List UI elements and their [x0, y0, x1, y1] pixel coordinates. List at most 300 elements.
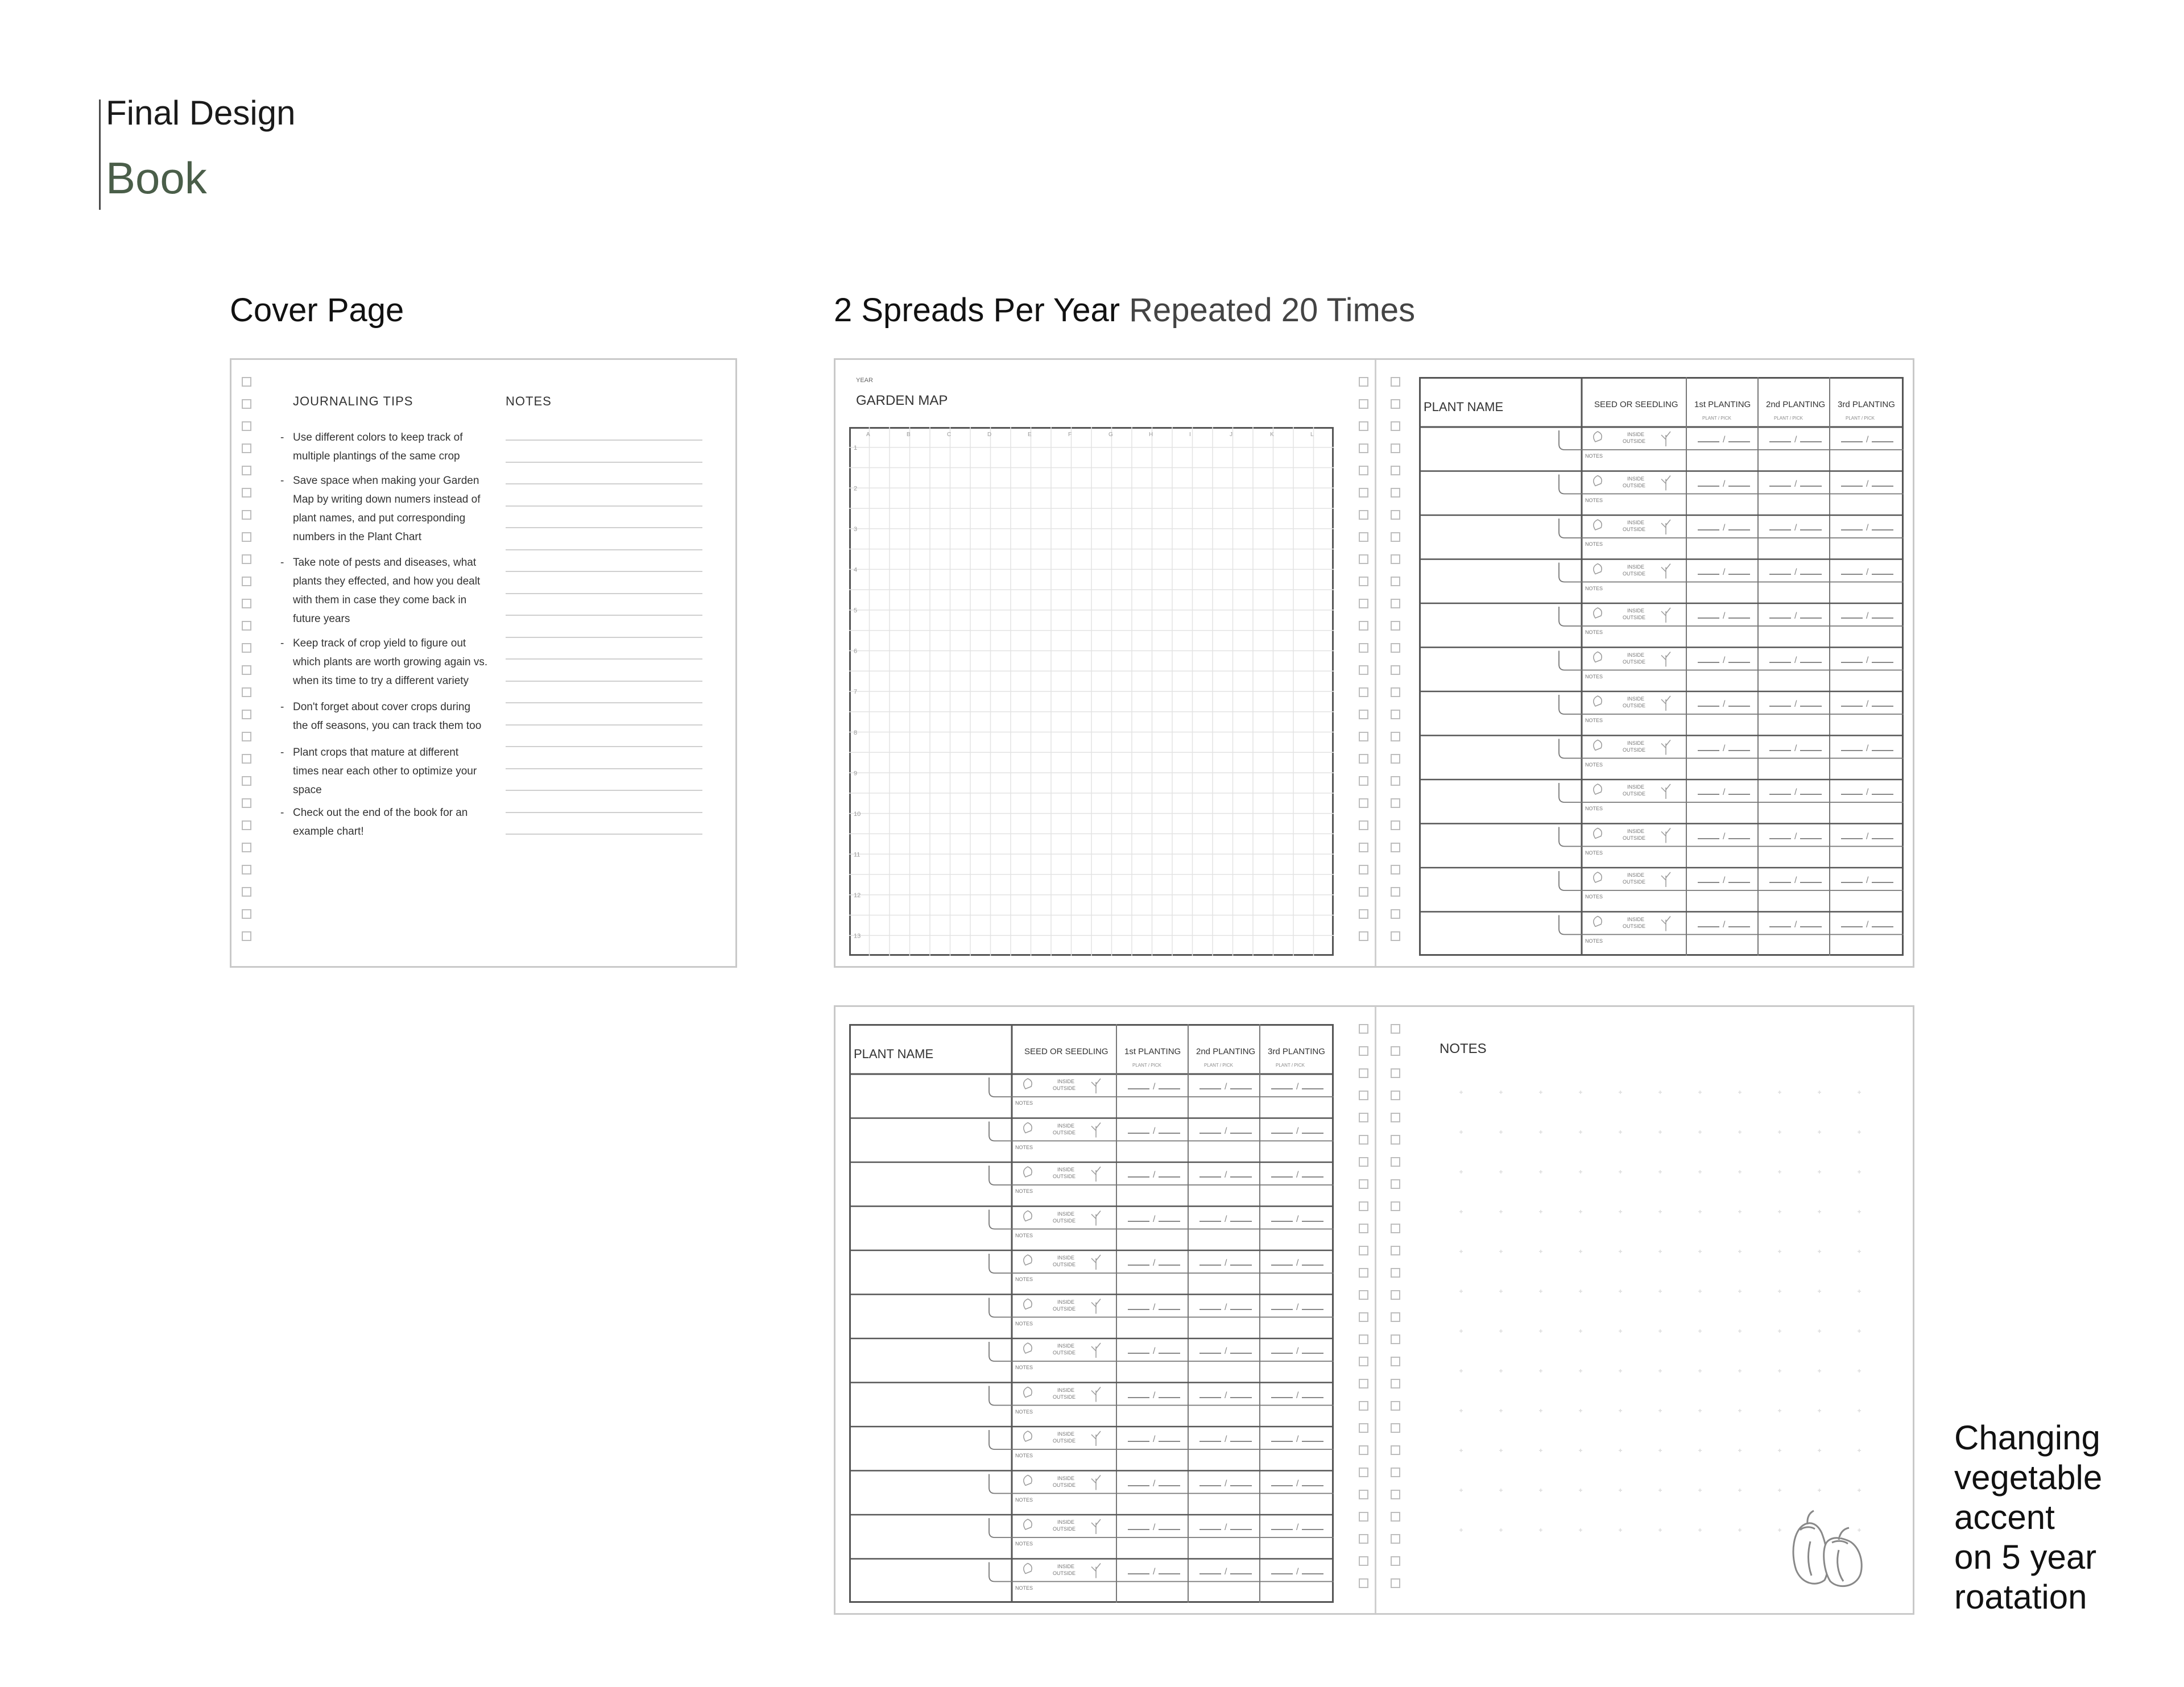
note-line — [506, 527, 702, 528]
planting-date-field[interactable]: / — [1838, 787, 1897, 798]
binding-ring — [1359, 1179, 1368, 1189]
binding-ring — [1359, 1201, 1368, 1211]
row-notes-label: NOTES — [1015, 1232, 1033, 1238]
binding-ring — [242, 776, 251, 786]
binding-ring — [1359, 1556, 1368, 1566]
binding-ring — [1359, 1423, 1368, 1433]
binding-ring — [1359, 1068, 1368, 1078]
planting-date-field[interactable]: / — [1124, 1303, 1184, 1313]
planting-date-field[interactable]: / — [1268, 1170, 1327, 1180]
header-subtitle: Book — [106, 153, 207, 203]
inside-label: INSIDE — [1057, 1563, 1075, 1569]
note-line — [506, 702, 702, 703]
planting-date-field[interactable]: / — [1268, 1303, 1327, 1313]
binding-ring — [1359, 1578, 1368, 1588]
binding-ring — [1391, 443, 1400, 453]
row-notes-label: NOTES — [1585, 849, 1603, 856]
binding-ring — [1359, 1379, 1368, 1388]
planting-date-field[interactable]: / — [1694, 479, 1753, 490]
row-notes-label: NOTES — [1015, 1320, 1033, 1327]
planting-date-field[interactable]: / — [1196, 1391, 1255, 1401]
outside-label: OUTSIDE — [1623, 570, 1646, 577]
planting-date-field[interactable]: / — [1124, 1215, 1184, 1225]
inside-label: INSIDE — [1627, 740, 1645, 746]
plant-pick-label: PLANT / PICK — [1774, 416, 1803, 421]
planting-date-field[interactable]: / — [1196, 1346, 1255, 1357]
inside-label: INSIDE — [1627, 608, 1645, 614]
map-col-label: H — [1149, 432, 1153, 438]
planting-date-field[interactable]: / — [1196, 1303, 1255, 1313]
outside-label: OUTSIDE — [1053, 1350, 1076, 1356]
tip-line: times near each other to optimize your — [293, 765, 477, 777]
spread-1 — [834, 358, 1914, 968]
binding-ring — [1391, 1490, 1400, 1499]
rotation-caption — [1954, 1418, 2119, 1617]
plant-pick-label: PLANT / PICK — [1846, 416, 1875, 421]
binding-ring — [242, 887, 251, 897]
planting-date-field[interactable]: / — [1766, 567, 1825, 578]
planting-date-field[interactable]: / — [1766, 479, 1825, 490]
planting-date-field[interactable]: / — [1268, 1215, 1327, 1225]
tips-heading: JOURNALING TIPS — [293, 394, 413, 408]
tip-line: example chart! — [293, 826, 364, 838]
planting-date-field[interactable]: / — [1694, 744, 1753, 754]
outside-label: OUTSIDE — [1053, 1394, 1076, 1400]
note-line — [506, 790, 702, 791]
row-notes-label: NOTES — [1585, 894, 1603, 900]
planting-date-field[interactable]: / — [1766, 832, 1825, 842]
map-col-label: G — [1108, 432, 1113, 438]
planting-date-field[interactable]: / — [1124, 1126, 1184, 1137]
row-notes-label: NOTES — [1015, 1541, 1033, 1547]
binding-ring — [1359, 1312, 1368, 1322]
outside-label: OUTSIDE — [1623, 835, 1646, 841]
binding-ring — [1391, 1268, 1400, 1278]
section-spreads-bold: 2 Spreads Per Year — [834, 292, 1120, 329]
planting-date-field[interactable]: / — [1124, 1479, 1184, 1489]
planting-date-field[interactable]: / — [1838, 744, 1897, 754]
binding-ring — [1391, 1445, 1400, 1455]
planting-date-field[interactable]: / — [1694, 787, 1753, 798]
planting-date-field[interactable]: / — [1838, 567, 1897, 578]
caption-line: roatation — [1954, 1578, 2087, 1616]
plant-pick-label: PLANT / PICK — [1204, 1063, 1233, 1068]
binding-ring — [1391, 754, 1400, 764]
binding-ring — [1391, 687, 1400, 697]
binding-ring — [1391, 665, 1400, 675]
tip-line: when its time to try a different variety — [293, 675, 469, 687]
binding-ring — [1391, 643, 1400, 653]
outside-label: OUTSIDE — [1623, 879, 1646, 885]
planting-date-field[interactable]: / — [1838, 523, 1897, 533]
binding-ring — [1391, 510, 1400, 520]
garden-map-title: GARDEN MAP — [856, 393, 948, 408]
planting-date-field[interactable]: / — [1268, 1479, 1327, 1489]
plant-name-header: PLANT NAME — [1424, 400, 1504, 414]
binding-ring — [1391, 621, 1400, 631]
planting-date-field[interactable]: / — [1694, 832, 1753, 842]
map-col-label: D — [987, 432, 992, 438]
binding-ring — [1391, 931, 1400, 941]
inside-label: INSIDE — [1627, 784, 1645, 790]
tip-bullet: - — [280, 747, 284, 758]
planting-date-field[interactable]: / — [1196, 1126, 1255, 1137]
binding-ring — [1359, 399, 1368, 409]
inside-label: INSIDE — [1627, 696, 1645, 702]
binding-ring — [1359, 1490, 1368, 1499]
tip-line: with them in case they come back in — [293, 594, 467, 606]
binding-ring — [1359, 1468, 1368, 1477]
note-line — [506, 681, 702, 682]
seed-or-seedling-header: SEED OR SEEDLING — [1594, 400, 1678, 409]
binding-ring — [1359, 1224, 1368, 1233]
planting-date-field[interactable]: / — [1196, 1215, 1255, 1225]
outside-label: OUTSIDE — [1053, 1174, 1076, 1179]
outside-label: OUTSIDE — [1053, 1438, 1076, 1444]
binding-ring — [1391, 554, 1400, 564]
planting-date-field[interactable]: / — [1196, 1258, 1255, 1269]
planting-date-field[interactable]: / — [1694, 656, 1753, 666]
binding-ring — [1359, 820, 1368, 830]
planting-date-field[interactable]: / — [1196, 1523, 1255, 1533]
binding-ring — [242, 599, 251, 608]
map-row-label: 13 — [854, 932, 861, 940]
plant-pick-label: PLANT / PICK — [1702, 416, 1731, 421]
binding-ring — [1391, 1091, 1400, 1100]
outside-label: OUTSIDE — [1053, 1262, 1076, 1267]
inside-label: INSIDE — [1057, 1167, 1075, 1172]
planting-date-field[interactable]: / — [1124, 1435, 1184, 1445]
row-notes-label: NOTES — [1015, 1188, 1033, 1194]
map-row-label: 12 — [854, 892, 861, 899]
planting-date-field[interactable]: / — [1124, 1523, 1184, 1533]
outside-label: OUTSIDE — [1053, 1305, 1076, 1312]
tip-item — [280, 634, 503, 690]
map-col-label: L — [1310, 432, 1314, 438]
binding-ring — [1391, 599, 1400, 608]
binding-ring — [1391, 1179, 1400, 1189]
binding-ring — [1391, 377, 1400, 387]
binding-ring — [242, 843, 251, 852]
row-notes-label: NOTES — [1015, 1144, 1033, 1150]
binding-ring — [1391, 1468, 1400, 1477]
planting-date-field[interactable]: / — [1766, 656, 1825, 666]
planting-date-field[interactable]: / — [1268, 1391, 1327, 1401]
planting-date-field[interactable]: / — [1766, 611, 1825, 621]
inside-label: INSIDE — [1057, 1519, 1075, 1525]
binding-ring — [1391, 865, 1400, 874]
tip-line: Use different colors to keep track of — [293, 432, 463, 443]
binding-rings-left — [1359, 377, 1370, 954]
row-notes-label: NOTES — [1015, 1100, 1033, 1106]
planting-date-field[interactable]: / — [1838, 435, 1897, 445]
binding-ring — [1359, 466, 1368, 475]
map-col-label: I — [1189, 432, 1191, 438]
outside-label: OUTSIDE — [1623, 658, 1646, 665]
binding-ring — [1391, 1423, 1400, 1433]
planting-date-field[interactable]: / — [1268, 1346, 1327, 1357]
planting-date-field[interactable]: / — [1124, 1346, 1184, 1357]
pepper-icon — [1782, 1507, 1867, 1593]
planting-date-field[interactable]: / — [1766, 876, 1825, 886]
tip-line: Keep track of crop yield to figure out — [293, 637, 466, 649]
binding-ring — [1391, 421, 1400, 431]
inside-label: INSIDE — [1057, 1387, 1075, 1393]
binding-ring — [1359, 1024, 1368, 1034]
planting-date-field[interactable]: / — [1694, 876, 1753, 886]
map-row-label: 9 — [854, 770, 858, 777]
planting-date-field[interactable]: / — [1766, 920, 1825, 930]
planting-date-field[interactable]: / — [1268, 1435, 1327, 1445]
binding-ring — [242, 621, 251, 631]
plant-chart-lines — [849, 1024, 1334, 1603]
caption-line: Changing — [1954, 1419, 2100, 1457]
binding-rings-left — [1359, 1024, 1370, 1601]
binding-ring — [242, 399, 251, 409]
tip-line: the off seasons, you can track them too — [293, 720, 482, 732]
inside-label: INSIDE — [1057, 1255, 1075, 1261]
planting-date-field[interactable]: / — [1196, 1082, 1255, 1092]
planting-date-field[interactable]: / — [1694, 699, 1753, 710]
planting-date-field[interactable]: / — [1766, 523, 1825, 533]
note-line — [506, 440, 702, 441]
map-row-label: 1 — [854, 445, 858, 451]
inside-label: INSIDE — [1627, 828, 1645, 834]
binding-ring — [1391, 488, 1400, 498]
binding-ring — [1359, 1135, 1368, 1145]
planting-header: 3rd PLANTING — [1268, 1047, 1325, 1056]
binding-ring — [1359, 1046, 1368, 1056]
map-row-label: 2 — [854, 485, 858, 492]
binding-ring — [242, 421, 251, 431]
planting-date-field[interactable]: / — [1838, 832, 1897, 842]
planting-date-field[interactable]: / — [1268, 1523, 1327, 1533]
planting-date-field[interactable]: / — [1838, 611, 1897, 621]
tip-line: Take note of pests and diseases, what — [293, 557, 477, 569]
planting-date-field[interactable]: / — [1838, 479, 1897, 490]
row-notes-label: NOTES — [1585, 497, 1603, 503]
map-col-label: C — [947, 432, 952, 438]
row-notes-label: NOTES — [1585, 585, 1603, 591]
planting-date-field[interactable]: / — [1838, 876, 1897, 886]
planting-date-field[interactable]: / — [1838, 656, 1897, 666]
binding-ring — [242, 377, 251, 387]
note-line — [506, 658, 702, 660]
plant-chart-2 — [849, 1024, 1334, 1603]
inside-label: INSIDE — [1627, 563, 1645, 570]
tip-line: Don't forget about cover crops during — [293, 701, 471, 713]
spread-2 — [834, 1005, 1914, 1615]
note-line — [506, 724, 702, 726]
binding-rings — [242, 377, 253, 954]
tip-line: numbers in the Plant Chart — [293, 531, 422, 543]
tip-bullet: - — [280, 557, 284, 569]
tip-line: Plant crops that mature at different — [293, 747, 459, 758]
binding-ring — [1359, 377, 1368, 387]
planting-date-field[interactable]: / — [1268, 1258, 1327, 1269]
note-line — [506, 593, 702, 594]
notes-page-title: NOTES — [1440, 1041, 1487, 1056]
tip-line: Map by writing down numers instead of — [293, 494, 481, 505]
binding-ring — [1359, 1157, 1368, 1167]
binding-ring — [1391, 710, 1400, 719]
caption-line: accent — [1954, 1498, 2055, 1536]
tip-bullet: - — [280, 701, 284, 713]
seed-or-seedling-header: SEED OR SEEDLING — [1024, 1047, 1108, 1056]
binding-ring — [242, 665, 251, 675]
note-line — [506, 571, 702, 572]
planting-date-field[interactable]: / — [1196, 1567, 1255, 1577]
outside-label: OUTSIDE — [1623, 482, 1646, 488]
binding-ring — [1391, 1578, 1400, 1588]
inside-label: INSIDE — [1057, 1079, 1075, 1084]
tip-line: multiple plantings of the same crop — [293, 450, 460, 462]
plant-name-header: PLANT NAME — [854, 1047, 934, 1061]
planting-date-field[interactable]: / — [1694, 920, 1753, 930]
binding-ring — [242, 732, 251, 741]
binding-ring — [242, 909, 251, 919]
binding-ring — [1359, 798, 1368, 808]
binding-ring — [1391, 776, 1400, 786]
header-title: Final Design — [106, 94, 296, 132]
binding-ring — [1391, 1024, 1400, 1034]
binding-ring — [1359, 577, 1368, 586]
binding-ring — [1391, 1401, 1400, 1411]
binding-ring — [1391, 1334, 1400, 1344]
note-line — [506, 505, 702, 507]
planting-header: 1st PLANTING — [1694, 400, 1751, 409]
planting-date-field[interactable]: / — [1196, 1170, 1255, 1180]
plant-pick-label: PLANT / PICK — [1276, 1063, 1305, 1068]
garden-map-grid — [849, 427, 1334, 956]
binding-ring — [1391, 1135, 1400, 1145]
binding-ring — [1359, 621, 1368, 631]
row-notes-label: NOTES — [1015, 1585, 1033, 1591]
planting-date-field[interactable]: / — [1694, 567, 1753, 578]
binding-ring — [1359, 687, 1368, 697]
planting-date-field[interactable]: / — [1124, 1567, 1184, 1577]
planting-date-field[interactable]: / — [1124, 1170, 1184, 1180]
row-notes-label: NOTES — [1585, 718, 1603, 723]
row-notes-label: NOTES — [1585, 673, 1603, 679]
binding-ring — [1359, 754, 1368, 764]
note-line — [506, 768, 702, 769]
year-label: YEAR — [856, 377, 873, 384]
section-spreads-title — [834, 291, 1415, 329]
map-col-label: J — [1230, 432, 1232, 438]
outside-label: OUTSIDE — [1053, 1217, 1076, 1224]
planting-date-field[interactable]: / — [1694, 523, 1753, 533]
planting-date-field[interactable]: / — [1268, 1082, 1327, 1092]
inside-label: INSIDE — [1057, 1211, 1075, 1217]
binding-ring — [1391, 1534, 1400, 1544]
outside-label: OUTSIDE — [1623, 923, 1646, 929]
binding-ring — [1391, 887, 1400, 897]
binding-ring — [1391, 1290, 1400, 1300]
spread-1-spine — [1375, 360, 1376, 966]
plant-pick-label: PLANT / PICK — [1132, 1063, 1161, 1068]
planting-date-field[interactable]: / — [1838, 920, 1897, 930]
inside-label: INSIDE — [1057, 1343, 1075, 1349]
tip-line: plant names, and put corresponding — [293, 512, 466, 524]
outside-label: OUTSIDE — [1053, 1526, 1076, 1532]
outside-label: OUTSIDE — [1623, 791, 1646, 797]
planting-header: 3rd PLANTING — [1838, 400, 1895, 409]
note-line — [506, 615, 702, 616]
map-row-label: 11 — [854, 851, 861, 859]
planting-date-field[interactable]: / — [1694, 435, 1753, 445]
map-col-label: K — [1270, 432, 1274, 438]
binding-ring — [1359, 1091, 1368, 1100]
row-notes-label: NOTES — [1015, 1497, 1033, 1503]
tip-line: future years — [293, 613, 350, 625]
planting-date-field[interactable]: / — [1124, 1391, 1184, 1401]
inside-label: INSIDE — [1057, 1431, 1075, 1437]
planting-date-field[interactable]: / — [1766, 787, 1825, 798]
outside-label: OUTSIDE — [1053, 1482, 1076, 1488]
note-line — [506, 549, 702, 550]
binding-ring — [1391, 532, 1400, 542]
binding-ring — [1359, 599, 1368, 608]
map-row-label: 5 — [854, 607, 858, 615]
planting-header: 2nd PLANTING — [1196, 1047, 1256, 1056]
planting-date-field[interactable]: / — [1766, 744, 1825, 754]
planting-date-field[interactable]: / — [1766, 699, 1825, 710]
binding-ring — [242, 931, 251, 941]
row-notes-label: NOTES — [1015, 1365, 1033, 1370]
binding-ring — [1391, 1157, 1400, 1167]
note-line — [506, 834, 702, 835]
binding-ring — [242, 443, 251, 453]
tip-bullet: - — [280, 475, 284, 487]
planting-date-field[interactable]: / — [1124, 1082, 1184, 1092]
note-line — [506, 483, 702, 484]
header-rule — [99, 100, 101, 210]
binding-ring — [242, 798, 251, 808]
planting-date-field[interactable]: / — [1766, 435, 1825, 445]
binding-ring — [1391, 1379, 1400, 1388]
row-notes-label: NOTES — [1015, 1408, 1033, 1415]
binding-ring — [1391, 909, 1400, 919]
planting-header: 1st PLANTING — [1124, 1047, 1181, 1056]
binding-ring — [242, 532, 251, 542]
outside-label: OUTSIDE — [1623, 747, 1646, 753]
binding-ring — [242, 554, 251, 564]
note-line — [506, 812, 702, 813]
spread-2-spine — [1375, 1007, 1376, 1613]
planting-date-field[interactable]: / — [1838, 699, 1897, 710]
binding-ring — [1391, 466, 1400, 475]
outside-label: OUTSIDE — [1623, 615, 1646, 620]
planting-date-field[interactable]: / — [1124, 1258, 1184, 1269]
planting-date-field[interactable]: / — [1268, 1567, 1327, 1577]
row-notes-label: NOTES — [1585, 938, 1603, 944]
row-notes-label: NOTES — [1585, 761, 1603, 768]
binding-rings-right — [1391, 377, 1402, 954]
binding-ring — [242, 466, 251, 475]
tip-line: Save space when making your Garden — [293, 475, 479, 487]
binding-ring — [1391, 1357, 1400, 1366]
planting-date-field[interactable]: / — [1196, 1435, 1255, 1445]
planting-date-field[interactable]: / — [1196, 1479, 1255, 1489]
binding-ring — [1359, 1246, 1368, 1255]
map-row-label: 7 — [854, 689, 858, 696]
map-col-label: A — [866, 432, 870, 438]
planting-date-field[interactable]: / — [1268, 1126, 1327, 1137]
planting-date-field[interactable]: / — [1694, 611, 1753, 621]
binding-ring — [1359, 443, 1368, 453]
tip-line: which plants are worth growing again vs. — [293, 656, 488, 668]
